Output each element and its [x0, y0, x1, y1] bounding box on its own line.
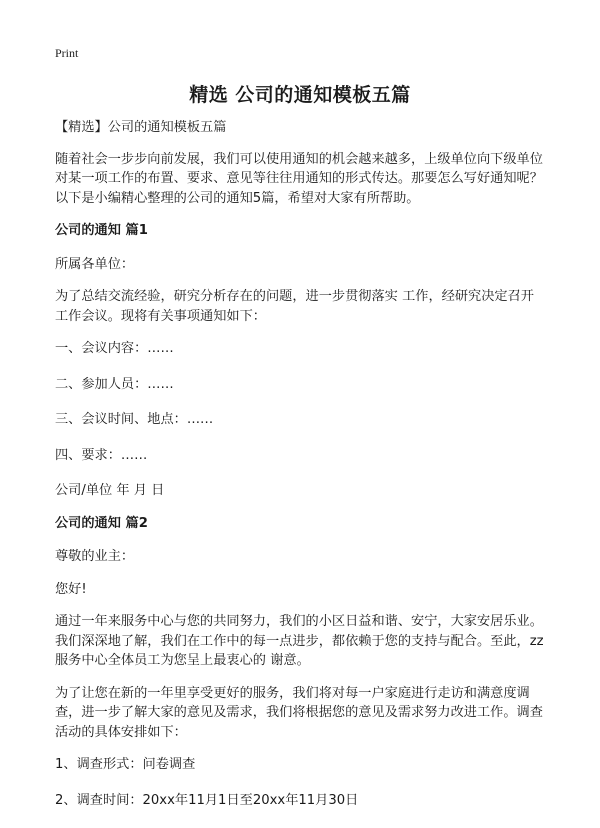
- section1-heading: 公司的通知 篇1: [55, 223, 148, 238]
- section1-signature: 公司/单位 年 月 日: [55, 483, 165, 498]
- intro-paragraph: 随着社会一步步向前发展，我们可以使用通知的机会越来越多，上级单位向下级单位对某一项工作的布置、要求、意见等往往用通知的形式传达。那要怎么写好通知呢？以下是小编精心整理的公司的通知5篇，希望对大家有所帮助。: [55, 151, 543, 206]
- document-subtitle: 【精选】公司的通知模板五篇: [55, 120, 227, 135]
- section1-salutation: 所属各单位：: [55, 256, 135, 272]
- section2-item-survey-time: 2、调查时间：20xx年11月1日至20xx年11月30日: [55, 792, 359, 808]
- section1-item-requirements: 四、要求：……: [55, 447, 148, 463]
- document-body: [55, 118, 550, 826]
- print-label: Print: [55, 46, 79, 60]
- section1-body: 为了总结交流经验，研究分析存在的问题，进一步贯彻落实 工作，经研究决定召开 工作会议。现将有关事项通知如下：: [55, 289, 534, 324]
- section1-item-attendees: 二、参加人员：……: [55, 376, 174, 392]
- section2-heading: 公司的通知 篇2: [55, 515, 148, 531]
- section1-item-time-place: 三、会议时间、地点：……: [55, 412, 214, 427]
- section1-item-content: 一、会议内容：……: [55, 341, 174, 356]
- section2-greeting: 您好!: [55, 581, 87, 597]
- section2-salutation: 尊敬的业主：: [55, 549, 135, 564]
- section2-item-survey-form: 1、调查形式：问卷调查: [55, 757, 196, 772]
- section2-paragraph-1: 通过一年来服务中心与您的共同努力，我们的小区日益和谐、安宁，大家安居乐业。我们深深地了解，我们在工作中的每一点进步，都依赖于您的支持与配合。至此，zz服务中心全体员工为您呈上最衷心的 谢意。: [55, 614, 544, 668]
- section2-paragraph-2: 为了让您在新的一年里享受更好的服务，我们将对每一户家庭进行走访和满意度调查，进一步了解大家的意见及需求，我们将根据您的意见及需求努力改进工作。调查活动的具体安排如下：: [55, 685, 543, 740]
- document-title: 精选 公司的通知模板五篇: [189, 84, 411, 106]
